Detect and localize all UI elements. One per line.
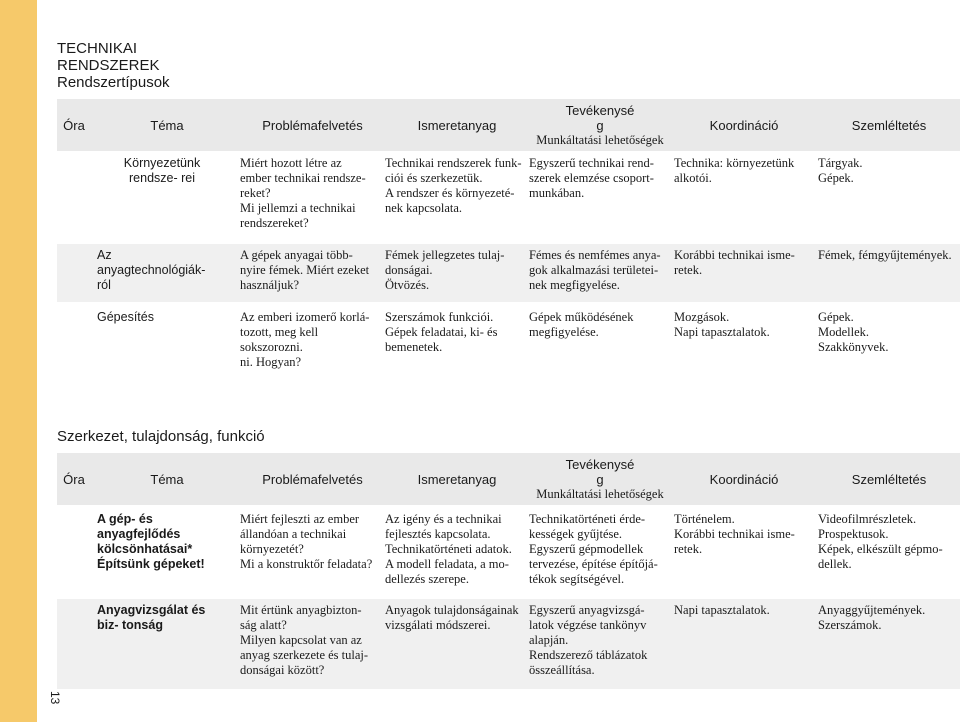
problem-cell <box>240 156 380 231</box>
title-line: Rendszertípusok <box>57 74 170 91</box>
table2-row <box>57 599 960 689</box>
topic-line: Az <box>97 248 112 262</box>
knowledge-cell <box>385 512 525 587</box>
header-szemleltetes: Szemléltetés <box>851 117 927 133</box>
knowledge-line: A modell feladata, a mo- <box>385 557 509 571</box>
problem-line: A gépek anyagai több- <box>240 248 353 262</box>
activity-line: Rendszerező táblázatok <box>529 648 648 662</box>
problem-line: tozott, meg kell sokszorozni. <box>240 325 319 354</box>
visual-line: Képek, elkészült gépmo- <box>818 542 943 556</box>
activity-line: tervezése, építése építőjá- <box>529 557 658 571</box>
visual-line: Fémek, fémgyűjtemények. <box>818 248 952 262</box>
problem-line: reket? <box>240 186 271 200</box>
knowledge-line: bemenetek. <box>385 340 443 354</box>
header-koordinacio: Koordináció <box>709 471 779 487</box>
knowledge-line: nek kapcsolata. <box>385 201 463 215</box>
section-title: Szerkezet, tulajdonság, funkció <box>57 428 265 445</box>
topic-line: ról <box>97 278 111 292</box>
problem-line: környezetét? <box>240 542 304 556</box>
page-title <box>57 40 170 91</box>
header-tevekenyseg <box>525 453 675 505</box>
coordination-cell <box>674 156 812 186</box>
problem-line: donságai között? <box>240 663 325 677</box>
activity-line: gok alkalmazási területei- <box>529 263 659 277</box>
activity-line: összeállítása. <box>529 663 595 677</box>
table1-row <box>57 152 960 240</box>
topic-line: anyagfejlődés <box>97 527 181 541</box>
topic-cell <box>97 248 227 293</box>
knowledge-line: vizsgálati módszerei. <box>385 618 491 632</box>
problem-line: rendszereket? <box>240 216 309 230</box>
table1-row <box>57 306 960 369</box>
visual-line: Tárgyak. <box>818 156 863 170</box>
header-tevekenyseg-sub: Munkáltatási lehetőségek <box>536 486 664 501</box>
problem-line: ember technikai rendsze- <box>240 171 366 185</box>
title-line: RENDSZEREK <box>57 57 160 74</box>
coordination-line: Technika: környezetünk <box>674 156 795 170</box>
coordination-line: retek. <box>674 542 703 556</box>
problem-line: nyire fémek. Miért ezeket <box>240 263 370 277</box>
knowledge-line: Technikatörténeti adatok. <box>385 542 512 556</box>
activity-line: munkában. <box>529 186 585 200</box>
header-koordinacio: Koordináció <box>709 117 779 133</box>
visual-cell <box>818 603 960 633</box>
side-color-bar <box>0 0 37 722</box>
header-tevekenyseg-line2: g <box>596 471 604 487</box>
activity-cell <box>529 512 671 587</box>
activity-cell <box>529 248 671 293</box>
visual-line: Szerszámok. <box>818 618 882 632</box>
knowledge-line: Ötvözés. <box>385 278 430 292</box>
problem-line: használjuk? <box>240 278 300 292</box>
knowledge-line: Szerszámok funkciói. <box>385 310 494 324</box>
coordination-cell <box>674 603 812 618</box>
problem-cell <box>240 603 380 678</box>
knowledge-line: Az igény és a technikai <box>385 512 502 526</box>
topic-cell <box>97 603 227 633</box>
activity-line: Fémes és nemfémes anya- <box>529 248 661 262</box>
header-tevekenyseg-line1: Tevékenysé <box>565 456 635 472</box>
activity-line: kességek gyűjtése. <box>529 527 623 541</box>
activity-line: Gépek működésének <box>529 310 634 324</box>
header-tema: Téma <box>150 471 184 487</box>
problem-line: Mi a konstruktőr feladata? <box>240 557 373 571</box>
problem-line: ság alatt? <box>240 618 287 632</box>
knowledge-line: Fémek jellegzetes tulaj- <box>385 248 505 262</box>
coordination-cell <box>674 248 812 278</box>
coordination-line: Mozgások. <box>674 310 730 324</box>
problem-cell <box>240 310 380 370</box>
problem-line: Miért hozott létre az <box>240 156 342 170</box>
topic-line: Anyagvizsgálat és <box>97 603 206 617</box>
activity-line: nek megfigyelése. <box>529 278 620 292</box>
knowledge-cell <box>385 603 525 633</box>
title-line: TECHNIKAI <box>57 40 138 57</box>
visual-line: Anyaggyűjtemények. <box>818 603 926 617</box>
activity-line: megfigyelése. <box>529 325 599 339</box>
activity-line: Egyszerű anyagvizsgá- <box>529 603 645 617</box>
topic-cell <box>97 512 227 572</box>
coordination-line: Napi tapasztalatok. <box>674 603 770 617</box>
activity-line: Technikatörténeti érde- <box>529 512 646 526</box>
table1-row <box>57 244 960 302</box>
problem-line: anyag szerkezete és tulaj- <box>240 648 369 662</box>
coordination-line: Történelem. <box>674 512 735 526</box>
visual-line: Gépek. <box>818 171 854 185</box>
coordination-line: alkotói. <box>674 171 712 185</box>
topic-line: kölcsönhatásai* <box>97 542 193 556</box>
problem-line: Miért fejleszti az ember <box>240 512 360 526</box>
topic-line: Építsünk gépeket! <box>97 557 205 571</box>
activity-cell <box>529 310 671 340</box>
activity-line: latok végzése tankönyv <box>529 618 647 632</box>
visual-line: Prospektusok. <box>818 527 889 541</box>
coordination-line: Korábbi technikai isme- <box>674 527 795 541</box>
topic-line: rendsze- rei <box>129 171 195 185</box>
page-number: 13 <box>48 691 62 705</box>
topic-cell <box>97 310 227 325</box>
visual-cell <box>818 310 960 355</box>
knowledge-line: fejlesztés kapcsolata. <box>385 527 491 541</box>
topic-line: A gép- és <box>97 512 153 526</box>
header-ismeret: Ismeretanyag <box>417 471 497 487</box>
header-tema: Téma <box>150 117 184 133</box>
header-tevekenyseg <box>525 99 675 151</box>
coordination-line: Napi tapasztalatok. <box>674 325 770 339</box>
knowledge-line: A rendszer és környezeté- <box>385 186 515 200</box>
problem-line: Milyen kapcsolat van az <box>240 633 362 647</box>
knowledge-cell <box>385 248 525 293</box>
problem-line: Mi jellemzi a technikai <box>240 201 356 215</box>
activity-cell <box>529 156 671 201</box>
knowledge-cell <box>385 156 525 216</box>
header-tevekenyseg-line2: g <box>596 117 604 133</box>
topic-cell <box>97 156 227 186</box>
problem-line: állandóan a technikai <box>240 527 347 541</box>
header-problema: Problémafelvetés <box>262 117 363 133</box>
visual-cell <box>818 156 960 186</box>
knowledge-line: Gépek feladatai, ki- és <box>385 325 498 339</box>
visual-cell <box>818 512 960 572</box>
activity-line: Egyszerű gépmodellek <box>529 542 644 556</box>
header-ismeret: Ismeretanyag <box>417 117 497 133</box>
knowledge-line: dellezés szerepe. <box>385 572 469 586</box>
header-ora: Óra <box>63 471 85 487</box>
problem-line: ni. Hogyan? <box>240 355 302 369</box>
problem-line: Az emberi izomerő korlá- <box>240 310 370 324</box>
table2-row <box>57 508 960 596</box>
visual-line: Videofilmrészletek. <box>818 512 917 526</box>
visual-line: Modellek. <box>818 325 870 339</box>
problem-cell <box>240 248 380 293</box>
topic-line: Környezetünk <box>123 156 201 170</box>
activity-line: Egyszerű technikai rend- <box>529 156 654 170</box>
topic-line: biz- tonság <box>97 618 163 632</box>
coordination-line: Korábbi technikai isme- <box>674 248 795 262</box>
knowledge-line: donságai. <box>385 263 433 277</box>
visual-line: Szakkönyvek. <box>818 340 889 354</box>
table2-header <box>57 453 960 505</box>
header-tevekenyseg-sub: Munkáltatási lehetőségek <box>536 132 664 147</box>
topic-line: Gépesítés <box>97 310 154 324</box>
topic-line: anyagtechnológiák- <box>97 263 206 277</box>
knowledge-cell <box>385 310 525 355</box>
coordination-line: retek. <box>674 263 703 277</box>
header-ora: Óra <box>63 117 85 133</box>
visual-cell <box>818 248 960 263</box>
coordination-cell <box>674 310 812 340</box>
knowledge-line: Anyagok tulajdonságainak <box>385 603 519 617</box>
problem-line: Mit értünk anyagbizton- <box>240 603 362 617</box>
knowledge-line: Technikai rendszerek funk- <box>385 156 522 170</box>
problem-cell <box>240 512 380 572</box>
coordination-cell <box>674 512 812 557</box>
visual-line: Gépek. <box>818 310 854 324</box>
header-problema: Problémafelvetés <box>262 471 363 487</box>
activity-line: tékok segítségével. <box>529 572 625 586</box>
activity-line: alapján. <box>529 633 569 647</box>
header-szemleltetes: Szemléltetés <box>851 471 927 487</box>
knowledge-line: ciói és szerkezetük. <box>385 171 483 185</box>
activity-cell <box>529 603 671 678</box>
header-tevekenyseg-line1: Tevékenysé <box>565 102 635 118</box>
activity-line: szerek elemzése csoport- <box>529 171 654 185</box>
table1-header <box>57 99 960 151</box>
visual-line: dellek. <box>818 557 852 571</box>
